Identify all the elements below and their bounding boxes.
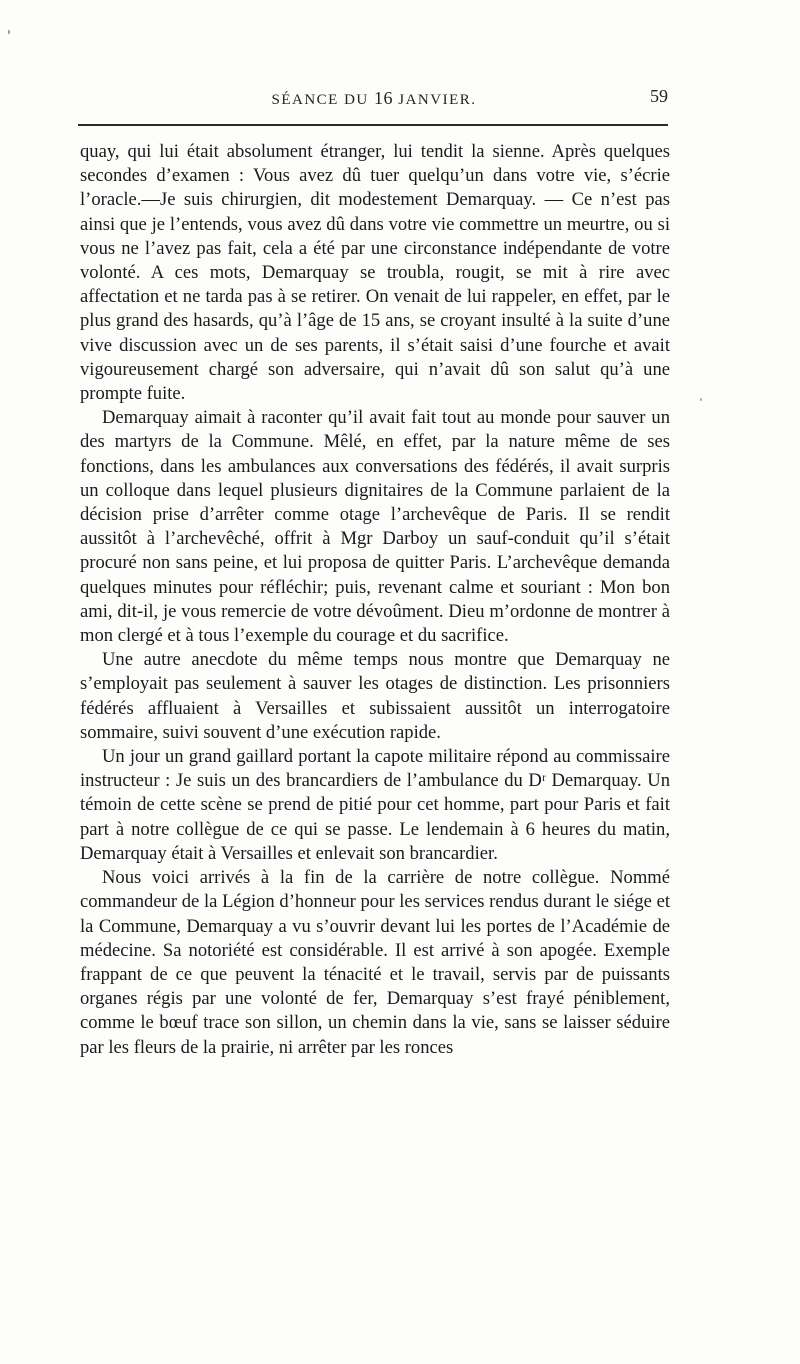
- paragraph-1: quay, qui lui était absolument étranger, lui tendit la sienne. Après quelques secondes d’examen : Vous avez dû tuer quelqu’un dans votre vie, s’écrie l’oracle.—Je suis chirurgien, dit modestement Demarquay. — Ce n’est pas ainsi que je l’entends, vous avez dû dans votre vie commettre un meurtre, ou si vous ne l’avez pas fait, cela a été par une circonstance indépendante de votre volonté. A ces mots, Demarquay se troubla, rougit, se mit à rire avec affectation et ne tarda pas à se retirer. On venait de lui rappeler, en effet, par le plus grand des hasards, qu’à l’âge de 15 ans, se croyant insulté à la suite d’une vive discussion avec un de ses parents, il s’était saisi d’une fourche et avait vigoureusement chargé son adversaire, qui n’avait dû son salut qu’à une prompte fuite.: [80, 141, 670, 405]
- page-number: 59: [650, 86, 668, 106]
- paragraph-4: Un jour un grand gaillard portant la capote militaire répond au commissaire instructeur : Je suis un des brancardiers de l’ambulance du Dʳ Demarquay. Un témoin de cette scène se prend de pitié pour cet homme, part pour Paris et fait part à notre collègue de ce qui se passe. Le lendemain à 6 heures du matin, Demarquay était à Versailles et enlevait son brancardier.: [80, 746, 670, 864]
- paragraph-3: Une autre anecdote du même temps nous montre que Demarquay ne s’employait pas seulement à sauver les otages de distinction. Les prisonniers fédérés affluaient à Versailles et subissaient aussitôt un interrogatoire sommaire, suivi souvent d’une exécution rapide.: [80, 649, 670, 743]
- header-rule: [78, 124, 668, 126]
- running-title-part1: SÉANCE DU: [271, 92, 374, 108]
- running-title: [80, 88, 668, 109]
- body-text: [80, 140, 670, 1060]
- scan-speck: [700, 398, 702, 401]
- running-header: [80, 88, 668, 116]
- scan-speck: [8, 30, 10, 34]
- paragraph-2: Demarquay aimait à raconter qu’il avait fait tout au monde pour sauver un des martyrs de la Commune. Mêlé, en effet, par la nature même de ses fonctions, dans les ambulances aux conversations des fédérés, il avait surpris un colloque dans lequel plusieurs dignitaires de la Commune parlaient de la décision prise d’arrêter comme otage l’archevêque de Paris. Il se rendit aussitôt à l’archevêché, offrit à Mgr Darboy un sauf-conduit qu’il s’était procuré non sans peine, et lui proposa de quitter Paris. L’archevêque demanda quelques minutes pour réfléchir; puis, revenant calme et souriant : Mon bon ami, dit-il, je vous remercie de votre dévoûment. Dieu m’ordonne de montrer à mon clergé et à tous l’exemple du courage et du sacrifice.: [80, 407, 670, 647]
- running-title-number: 16: [374, 88, 393, 108]
- paragraph-5: Nous voici arrivés à la fin de la carrière de notre collègue. Nommé commandeur de la Légion d’honneur pour les services rendus durant le siége et la Commune, Demarquay a vu s’ouvrir devant lui les portes de l’Académie de médecine. Sa notoriété est considérable. Il est arrivé à son apogée. Exemple frappant de ce que peuvent la ténacité et le travail, servis par de puissants organes régis par une volonté de fer, Demarquay s’est frayé péniblement, comme le bœuf trace son sillon, un chemin dans la vie, sans se laisser séduire par les fleurs de la prairie, ni arrêter par les ronces: [80, 867, 670, 1058]
- running-title-part2: JANVIER.: [393, 92, 477, 108]
